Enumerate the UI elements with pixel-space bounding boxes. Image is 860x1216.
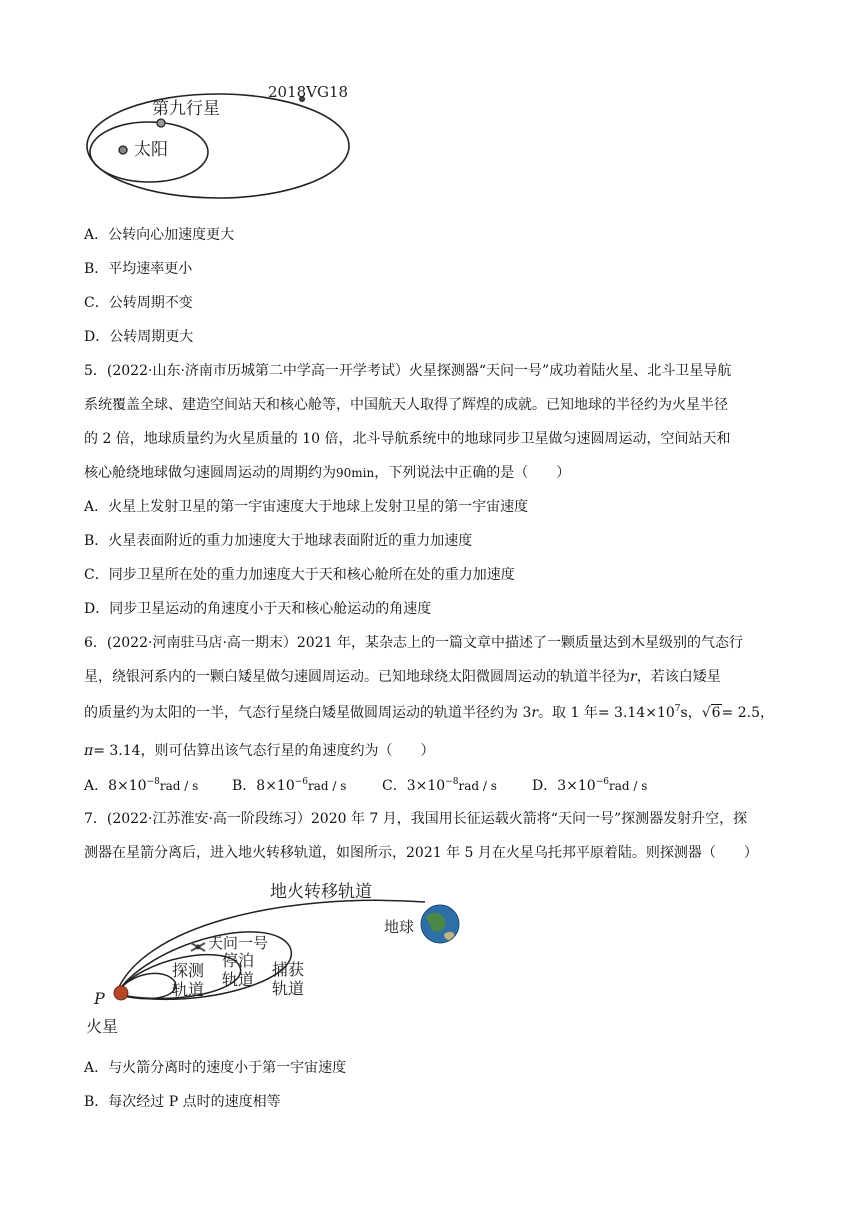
q6-pi-symbol: π (84, 743, 94, 759)
q6-option-d: D．$3\times 10^{-6}rad / s$ (532, 777, 648, 794)
capture-orbit-label-2: 轨道 (272, 979, 305, 998)
q6-option-c: C．$3\times 10^{-8}rad / s$ (382, 777, 497, 794)
q6-stem-question: ，则可估算出该气态行星的角速度约为（ ） (140, 743, 435, 759)
q5-period-value: 90min (336, 466, 375, 480)
q6-stem-text-end: ，若该白矮星 (636, 669, 721, 685)
q7-option-b: B．每次经过 P 点时的速度相等 (84, 1094, 281, 1110)
probe-label: 天问一号 (208, 934, 269, 952)
q5-stem-text: 核心舱绕地球做匀速圆周运动的周期约为 (84, 465, 336, 481)
detection-orbit-label-1: 探测 (172, 961, 205, 980)
q5-stem-end: ，下列说法中正确的是（ ） (374, 465, 571, 481)
q6-stem-text-3: 的质量约为太阳的一半，气态行星绕白矮星做圆周运动的轨道半径约为 3 (84, 705, 532, 721)
mars-planet (114, 986, 128, 1000)
q6-option-a: A．$8\times 10^{-8}rad / s$ (84, 777, 199, 794)
parking-orbit-label-1: 停泊 (222, 951, 255, 970)
q6-year-exponent: 7 (674, 704, 681, 714)
q6-stem-line-4 (84, 741, 435, 761)
mars-label: 火星 (86, 1017, 119, 1036)
q5-stem-line-1: 5．(2022·山东·济南市历城第二中学高一开学考试）火星探测器“天问一号”成功着陆火星、北斗卫星导航 (84, 363, 732, 379)
transfer-orbit-label: 地火转移轨道 (270, 882, 372, 902)
q6-stem-line-3 (84, 703, 774, 723)
orbit-figure-ninth-planet (84, 80, 364, 200)
ninth-planet-dot (157, 119, 165, 127)
q6-var-3r: r (531, 705, 539, 721)
q6-stem-text: 星，绕银河系内的一颗白矮星做匀速圆周运动。已知地球绕太阳微圆周运动的轨道半径为 (84, 669, 630, 685)
transfer-orbit-path (116, 900, 425, 994)
q6-year-value: = 3.14×10 (597, 705, 675, 721)
q7-stem-line-2: 测器在星箭分离后，进入地火转移轨道，如图所示，2021 年 5 月在火星乌托邦平原着陆。则探测器（ ） (84, 845, 758, 861)
q6-option-b: B．$8\times 10^{-6}rad / s$ (232, 777, 347, 794)
mars-transfer-orbit-figure (80, 872, 480, 1042)
earth-label: 地球 (384, 918, 415, 936)
q4-option-c: C．公转周期不变 (84, 295, 193, 311)
q6-year-text: 。取 1 年 (538, 705, 598, 721)
q5-option-c: C．同步卫星所在处的重力加速度大于天和核心舱所在处的重力加速度 (84, 567, 515, 583)
vg18-label: 2018VG18 (268, 83, 349, 101)
q5-stem-line-2: 系统覆盖全球、建造空间站天和核心舱等，中国航天人取得了辉煌的成就。已知地球的半径约为火星半径 (84, 397, 728, 413)
ninth-planet-label: 第九行星 (152, 99, 220, 119)
q4-option-b: B．平均速率更小 (84, 261, 193, 277)
q4-option-d: D．公转周期更大 (84, 329, 194, 345)
sun-label: 太阳 (134, 140, 168, 160)
q6-pi-value: = 3.14 (93, 743, 141, 759)
q7-stem-line-1: 7．(2022·江苏淮安·高一阶段练习）2020 年 7 月，我国用长征运载火箭将“天问一号”探测器发射升空，探 (84, 811, 748, 827)
q6-var-r: r (630, 669, 637, 685)
detection-orbit-label-2: 轨道 (172, 980, 205, 999)
q6-year-unit: s， (680, 705, 702, 721)
parking-orbit-label-2: 轨道 (222, 970, 255, 989)
q7-option-a: A．与火箭分离时的速度小于第一宇宙速度 (84, 1060, 347, 1076)
sqrt-icon: √ (701, 705, 711, 721)
q5-stem-line-3: 的 2 倍，地球质量约为火星质量的 10 倍，北斗导航系统中的地球同步卫星做匀速圆周运动，空间站天和 (84, 431, 731, 447)
q4-option-a: A．公转向心加速度更大 (84, 227, 235, 243)
capture-orbit-label-1: 捕获 (272, 960, 305, 979)
q5-option-d: D．同步卫星运动的角速度小于天和核心舱运动的角速度 (84, 601, 432, 617)
q5-option-b: B．火星表面附近的重力加速度大于地球表面附近的重力加速度 (84, 533, 473, 549)
probe-icon (191, 943, 205, 951)
q6-sqrt-radicand: 6 (711, 705, 721, 721)
q6-stem-line-2 (84, 667, 721, 687)
q6-stem-line-1: 6．(2022·河南驻马店·高一期末）2021 年，某杂志上的一篇文章中描述了一颗质量达到木星级别的气态行 (84, 635, 743, 651)
sun-dot (119, 146, 127, 154)
q6-sqrt-value: = 2.5， (721, 705, 774, 721)
point-p-label: P (94, 989, 105, 1008)
q5-option-a: A．火星上发射卫星的第一宇宙速度大于地球上发射卫星的第一宇宙速度 (84, 499, 529, 515)
q5-stem-line-4 (84, 463, 570, 483)
